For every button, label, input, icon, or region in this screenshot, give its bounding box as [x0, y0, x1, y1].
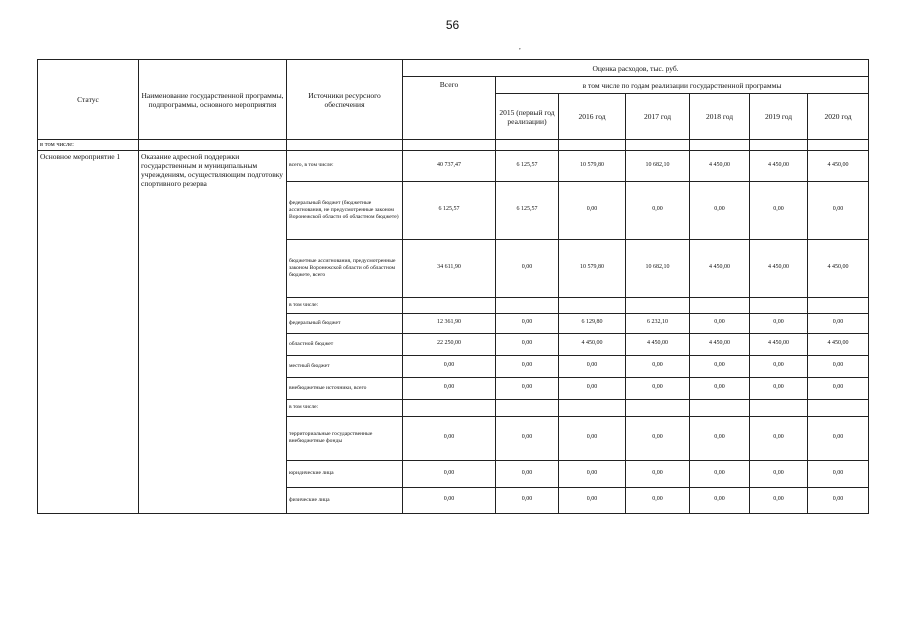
header-year-2017: 2017 год — [626, 94, 690, 140]
source-cell: всего, в том числе: — [287, 150, 403, 181]
year-value-cell — [626, 399, 690, 416]
year-value-cell: 4 450,00 — [626, 333, 690, 355]
year-value-cell: 0,00 — [750, 460, 808, 487]
header-name: Наименование государственной программы, подпрограммы, основного мероприятия — [139, 60, 287, 140]
total-value-cell: 6 125,57 — [403, 181, 496, 239]
year-value-cell: 0,00 — [626, 377, 690, 399]
year-value-cell: 0,00 — [559, 487, 626, 513]
year-value-cell: 4 450,00 — [808, 150, 869, 181]
total-value-cell: 40 737,47 — [403, 150, 496, 181]
year-value-cell: 0,00 — [750, 377, 808, 399]
year-value-cell: 0,00 — [559, 416, 626, 460]
total-value-cell — [403, 399, 496, 416]
year-value-cell: 10 682,10 — [626, 150, 690, 181]
year-value-cell: 4 450,00 — [690, 333, 750, 355]
year-value-cell: 0,00 — [559, 377, 626, 399]
table-row — [38, 150, 869, 181]
year-value-cell: 0,00 — [496, 239, 559, 297]
year-value-cell: 10 579,80 — [559, 150, 626, 181]
year-value-cell: 0,00 — [690, 313, 750, 333]
year-value-cell: 0,00 — [750, 487, 808, 513]
year-value-cell: 0,00 — [750, 313, 808, 333]
header-year-2019: 2019 год — [750, 94, 808, 140]
year-value-cell — [559, 297, 626, 313]
year-value-cell: 0,00 — [559, 355, 626, 377]
source-cell: в том числе: — [287, 297, 403, 313]
year-value-cell — [750, 297, 808, 313]
year-value-cell: 0,00 — [690, 487, 750, 513]
year-value-cell: 0,00 — [496, 333, 559, 355]
year-value-cell — [750, 399, 808, 416]
year-value-cell: 0,00 — [496, 355, 559, 377]
year-value-cell — [808, 399, 869, 416]
status-cell: Основное мероприятие 1 — [38, 150, 139, 513]
year-value-cell: 0,00 — [690, 181, 750, 239]
source-cell: местный бюджет — [287, 355, 403, 377]
year-value-cell: 6 232,10 — [626, 313, 690, 333]
year-value-cell: 0,00 — [690, 377, 750, 399]
source-cell: областной бюджет — [287, 333, 403, 355]
year-value-cell: 0,00 — [808, 377, 869, 399]
header-costs: Оценка расходов, тыс. руб. — [403, 60, 869, 77]
year-value-cell: 0,00 — [626, 181, 690, 239]
total-value-cell — [403, 297, 496, 313]
source-cell: территориальные государственные внебюджетные фонды — [287, 416, 403, 460]
source-cell: федеральный бюджет — [287, 313, 403, 333]
year-value-cell: 0,00 — [496, 487, 559, 513]
source-cell: в том числе: — [287, 399, 403, 416]
year-value-cell: 0,00 — [496, 460, 559, 487]
year-value-cell: 0,00 — [496, 313, 559, 333]
header-year-2016: 2016 год — [559, 94, 626, 140]
header-by-years: в том числе по годам реализации государственной программы — [496, 77, 869, 94]
total-value-cell: 12 361,90 — [403, 313, 496, 333]
year-value-cell: 0,00 — [690, 460, 750, 487]
year-value-cell: 6 129,80 — [559, 313, 626, 333]
year-value-cell: 6 125,57 — [496, 181, 559, 239]
total-value-cell: 0,00 — [403, 355, 496, 377]
year-value-cell — [496, 399, 559, 416]
year-value-cell: 0,00 — [690, 355, 750, 377]
source-cell: внебюджетные источники, всего — [287, 377, 403, 399]
source-cell: бюджетные ассигнования, предусмотренные законом Воронежской области об областном бюджете, всего — [287, 239, 403, 297]
year-value-cell: 0,00 — [626, 487, 690, 513]
year-value-cell — [496, 297, 559, 313]
year-value-cell: 6 125,57 — [496, 150, 559, 181]
year-value-cell: 10 682,10 — [626, 239, 690, 297]
year-value-cell: 4 450,00 — [559, 333, 626, 355]
year-value-cell: 4 450,00 — [750, 333, 808, 355]
year-value-cell: 4 450,00 — [750, 239, 808, 297]
year-value-cell: 0,00 — [750, 355, 808, 377]
year-value-cell: 0,00 — [750, 181, 808, 239]
year-value-cell — [626, 297, 690, 313]
year-value-cell: 4 450,00 — [808, 239, 869, 297]
year-value-cell: 0,00 — [496, 377, 559, 399]
source-cell: юридические лица — [287, 460, 403, 487]
year-value-cell: 0,00 — [690, 416, 750, 460]
header-total: Всего — [403, 77, 496, 140]
year-value-cell: 0,00 — [496, 416, 559, 460]
year-value-cell — [808, 297, 869, 313]
year-value-cell: 4 450,00 — [690, 150, 750, 181]
scan-speck: , — [519, 43, 521, 51]
year-value-cell: 0,00 — [808, 487, 869, 513]
year-value-cell: 0,00 — [626, 460, 690, 487]
section-note: в том числе: — [38, 140, 139, 151]
year-value-cell: 0,00 — [808, 460, 869, 487]
year-value-cell: 0,00 — [808, 181, 869, 239]
year-value-cell: 4 450,00 — [690, 239, 750, 297]
page-number: 56 — [445, 18, 460, 32]
header-status: Статус — [38, 60, 139, 140]
year-value-cell: 10 579,80 — [559, 239, 626, 297]
year-value-cell: 0,00 — [808, 355, 869, 377]
total-value-cell: 0,00 — [403, 487, 496, 513]
year-value-cell: 0,00 — [808, 313, 869, 333]
year-value-cell — [690, 399, 750, 416]
program-name-cell: Оказание адресной поддержки государственным и муниципальным учреждениям, осуществляющим подготовку спортивного резерва — [139, 150, 287, 513]
year-value-cell — [559, 399, 626, 416]
total-value-cell: 34 611,90 — [403, 239, 496, 297]
source-cell: федеральный бюджет (бюджетные ассигнования, не предусмотренные законом Воронежской области об областном бюджете) — [287, 181, 403, 239]
year-value-cell: 0,00 — [626, 416, 690, 460]
year-value-cell: 0,00 — [559, 460, 626, 487]
year-value-cell: 4 450,00 — [808, 333, 869, 355]
header-year-2015: 2015 (первый год реализации) — [496, 94, 559, 140]
year-value-cell: 0,00 — [626, 355, 690, 377]
source-cell: физические лица — [287, 487, 403, 513]
total-value-cell: 22 250,00 — [403, 333, 496, 355]
year-value-cell: 0,00 — [750, 416, 808, 460]
year-value-cell: 0,00 — [808, 416, 869, 460]
year-value-cell: 0,00 — [559, 181, 626, 239]
budget-table — [37, 59, 869, 514]
header-year-2018: 2018 год — [690, 94, 750, 140]
header-year-2020: 2020 год — [808, 94, 869, 140]
header-sources: Источники ресурсного обеспечения — [287, 60, 403, 140]
total-value-cell: 0,00 — [403, 460, 496, 487]
total-value-cell: 0,00 — [403, 416, 496, 460]
total-value-cell: 0,00 — [403, 377, 496, 399]
year-value-cell: 4 450,00 — [750, 150, 808, 181]
year-value-cell — [690, 297, 750, 313]
